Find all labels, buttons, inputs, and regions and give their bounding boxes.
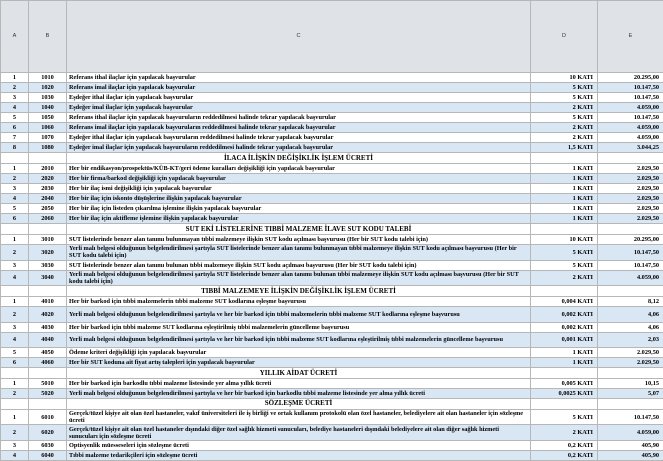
table-row — [1, 164, 663, 174]
table-row — [1, 113, 663, 123]
amount-cell[interactable]: 4,06 — [598, 307, 663, 323]
multiplier-cell[interactable]: 1 KATI — [531, 174, 598, 184]
table-row — [1, 358, 663, 368]
multiplier-cell[interactable]: 1,5 KATI — [531, 143, 598, 153]
fee-code-cell[interactable]: 3020 — [29, 245, 67, 261]
table-row — [1, 389, 663, 399]
description-cell[interactable]: Tıbbi malzeme tedarikçileri için sözleşme ücreti — [67, 451, 531, 461]
description-cell[interactable]: Eşdeğer imal ilaçlar için yapılacak başvuruların reddedilmesi halinde tekrar yapılacak başvurular — [67, 143, 531, 153]
table-row — [1, 245, 663, 261]
description-cell[interactable]: Her bir ilaç ismi değişikliği için yapılacak başvurular — [67, 184, 531, 194]
table-row — [1, 409, 663, 425]
cell-b[interactable] — [29, 399, 67, 410]
row-number-cell[interactable]: 8 — [1, 143, 29, 153]
section-title[interactable]: YILLIK AİDAT ÜCRETİ — [67, 368, 531, 379]
row-number-cell[interactable]: 3 — [1, 322, 29, 332]
amount-cell[interactable]: 2,03 — [598, 332, 663, 348]
row-number-cell[interactable]: 2 — [1, 245, 29, 261]
multiplier-cell[interactable]: 1 KATI — [531, 194, 598, 204]
row-number-cell[interactable]: 2 — [1, 174, 29, 184]
fee-code-cell[interactable]: 4040 — [29, 332, 67, 348]
amount-cell[interactable]: 4.059,00 — [598, 133, 663, 143]
table-row — [1, 214, 663, 224]
table-row — [1, 332, 663, 348]
amount-cell[interactable]: 4.059,00 — [598, 123, 663, 133]
row-number-cell[interactable]: 4 — [1, 103, 29, 113]
column-header-c[interactable]: C — [67, 1, 531, 73]
cell-e[interactable] — [598, 153, 663, 164]
table-row — [1, 297, 663, 307]
fee-code-cell[interactable]: 3040 — [29, 270, 67, 286]
fee-code-cell[interactable]: 3030 — [29, 260, 67, 270]
multiplier-cell[interactable]: 0,2 KATI — [531, 451, 598, 461]
column-header-b[interactable]: B — [29, 1, 67, 73]
cell-e[interactable] — [598, 368, 663, 379]
row-number-cell[interactable]: 1 — [1, 73, 29, 83]
cell-d[interactable] — [531, 368, 598, 379]
section-header-row — [1, 153, 663, 164]
table-row — [1, 103, 663, 113]
amount-cell[interactable]: 20.295,00 — [598, 235, 663, 245]
amount-cell[interactable]: 10.147,50 — [598, 260, 663, 270]
fee-code-cell[interactable]: 1070 — [29, 133, 67, 143]
cell-e[interactable] — [598, 224, 663, 235]
multiplier-cell[interactable]: 1 KATI — [531, 204, 598, 214]
cell-d[interactable] — [531, 399, 598, 410]
table-row — [1, 379, 663, 389]
row-number-cell[interactable]: 1 — [1, 164, 29, 174]
row-number-cell[interactable]: 1 — [1, 235, 29, 245]
amount-cell[interactable]: 20.295,00 — [598, 73, 663, 83]
multiplier-cell[interactable]: 0,004 KATI — [531, 297, 598, 307]
row-number-cell[interactable]: 2 — [1, 83, 29, 93]
row-number-cell[interactable]: 6 — [1, 358, 29, 368]
table-row — [1, 83, 663, 93]
table-row — [1, 123, 663, 133]
fee-code-cell[interactable]: 4050 — [29, 348, 67, 358]
amount-cell[interactable]: 2.029,50 — [598, 214, 663, 224]
cell-a[interactable] — [1, 399, 29, 410]
amount-cell[interactable]: 8,12 — [598, 297, 663, 307]
amount-cell[interactable]: 10.147,50 — [598, 409, 663, 425]
description-cell[interactable]: Her bir barkod için tıbbi malzeme SUT kodlarına eşleştirilmiş tıbbi malzemelerin güncelleme başvurusu — [67, 322, 531, 332]
multiplier-cell[interactable]: 5 KATI — [531, 83, 598, 93]
row-number-cell[interactable]: 5 — [1, 204, 29, 214]
cell-a[interactable] — [1, 368, 29, 379]
table-row — [1, 270, 663, 286]
amount-cell[interactable]: 5,07 — [598, 389, 663, 399]
multiplier-cell[interactable]: 0,005 KATI — [531, 379, 598, 389]
amount-cell[interactable]: 10.147,50 — [598, 245, 663, 261]
description-cell[interactable]: Yerli malı belgesi olduğunun belgelendirilmesi şartıyla SUT listelerinde benzer alan tanımı bulunan tıbbi malzemeye ilişkin SUT kodu açılması başvurusu (Her bir SUT kodu talebi için) — [67, 270, 531, 286]
fee-code-cell[interactable]: 6010 — [29, 409, 67, 425]
description-cell[interactable]: Her bir barkod için barkodlu tıbbi malzeme listesinde yer alma yıllık ücreti — [67, 379, 531, 389]
amount-cell[interactable]: 10.147,50 — [598, 93, 663, 103]
table-row — [1, 73, 663, 83]
row-number-cell[interactable]: 6 — [1, 123, 29, 133]
fee-code-cell[interactable]: 2020 — [29, 174, 67, 184]
amount-cell[interactable]: 3.044,25 — [598, 143, 663, 153]
fee-code-cell[interactable]: 1080 — [29, 143, 67, 153]
amount-cell[interactable]: 2.029,50 — [598, 184, 663, 194]
amount-cell[interactable]: 10.147,50 — [598, 83, 663, 93]
amount-cell[interactable]: 2.029,50 — [598, 174, 663, 184]
amount-cell[interactable]: 405,90 — [598, 451, 663, 461]
fee-code-cell[interactable]: 4010 — [29, 297, 67, 307]
fee-code-cell[interactable]: 1060 — [29, 123, 67, 133]
table-row — [1, 204, 663, 214]
amount-cell[interactable]: 4.059,00 — [598, 270, 663, 286]
description-cell[interactable]: Her bir endikasyon/prospektüs/KÜB-KT/geri ödeme kuralları değişikliği için yapılacak başvurular — [67, 164, 531, 174]
amount-cell[interactable]: 10.147,50 — [598, 113, 663, 123]
multiplier-cell[interactable]: 10 KATI — [531, 73, 598, 83]
cell-d[interactable] — [531, 286, 598, 297]
row-number-cell[interactable]: 3 — [1, 260, 29, 270]
section-header-row — [1, 399, 663, 410]
row-number-cell[interactable]: 6 — [1, 214, 29, 224]
fee-code-cell[interactable]: 4020 — [29, 307, 67, 323]
multiplier-cell[interactable]: 5 KATI — [531, 245, 598, 261]
amount-cell[interactable]: 2.029,50 — [598, 358, 663, 368]
cell-b[interactable] — [29, 286, 67, 297]
description-cell[interactable]: Referans ithal ilaçlar için yapılacak başvurular — [67, 73, 531, 83]
section-title[interactable]: İLACA İLİŞKİN DEĞİŞİKLİK İŞLEM ÜCRETİ — [67, 153, 531, 164]
fee-code-cell[interactable]: 2030 — [29, 184, 67, 194]
multiplier-cell[interactable]: 0,002 KATI — [531, 322, 598, 332]
row-number-cell[interactable]: 1 — [1, 297, 29, 307]
cell-b[interactable] — [29, 224, 67, 235]
multiplier-cell[interactable]: 5 KATI — [531, 93, 598, 103]
fee-code-cell[interactable]: 1030 — [29, 93, 67, 103]
cell-a[interactable] — [1, 286, 29, 297]
multiplier-cell[interactable]: 2 KATI — [531, 103, 598, 113]
description-cell[interactable]: Referans imal ilaçlar için yapılacak başvurular — [67, 83, 531, 93]
column-header-a[interactable]: A — [1, 1, 29, 73]
description-cell[interactable]: Her bir SUT koduna ait fiyat artış talepleri için yapılacak başvurular — [67, 358, 531, 368]
table-row — [1, 322, 663, 332]
row-number-cell[interactable]: 4 — [1, 194, 29, 204]
multiplier-cell[interactable]: 0,2 KATI — [531, 441, 598, 451]
section-header-row — [1, 286, 663, 297]
amount-cell[interactable]: 4.059,00 — [598, 103, 663, 113]
description-cell[interactable]: Optisyenlik müesseseleri için sözleşme ücreti — [67, 441, 531, 451]
row-number-cell[interactable]: 5 — [1, 113, 29, 123]
multiplier-cell[interactable]: 5 KATI — [531, 409, 598, 425]
amount-cell[interactable]: 2.029,50 — [598, 194, 663, 204]
multiplier-cell[interactable]: 5 KATI — [531, 113, 598, 123]
table-row — [1, 425, 663, 441]
description-cell[interactable]: Her bir ilaç için aktifleme işlemine ilişkin yapılacak başvurular — [67, 214, 531, 224]
fee-code-cell[interactable]: 1040 — [29, 103, 67, 113]
column-header-d[interactable]: D — [531, 1, 598, 73]
description-cell[interactable]: SUT listelerinde benzer alan tanımı bulunan tıbbi malzemeye ilişkin SUT kodu açılması başvurusu (Her bir SUT kodu talebi için) — [67, 260, 531, 270]
table-row — [1, 348, 663, 358]
table-row — [1, 307, 663, 323]
fee-code-cell[interactable]: 1050 — [29, 113, 67, 123]
multiplier-cell[interactable]: 2 KATI — [531, 133, 598, 143]
fee-code-cell[interactable]: 4060 — [29, 358, 67, 368]
amount-cell[interactable]: 2.029,50 — [598, 164, 663, 174]
fee-code-cell[interactable]: 2010 — [29, 164, 67, 174]
fee-code-cell[interactable]: 2040 — [29, 194, 67, 204]
row-number-cell[interactable]: 4 — [1, 451, 29, 461]
table-row — [1, 441, 663, 451]
row-number-cell[interactable]: 3 — [1, 184, 29, 194]
fee-code-cell[interactable]: 6020 — [29, 425, 67, 441]
amount-cell[interactable]: 2.029,50 — [598, 204, 663, 214]
cell-a[interactable] — [1, 224, 29, 235]
amount-cell[interactable]: 405,90 — [598, 441, 663, 451]
description-cell[interactable]: Yerli malı belgesi olduğunun belgelendirilmesi şartıyla ve her bir barkod için barkodlu tıbbi malzeme listesinde yer alma yıllık ücreti — [67, 389, 531, 399]
multiplier-cell[interactable]: 1 KATI — [531, 214, 598, 224]
section-header-row — [1, 368, 663, 379]
row-number-cell[interactable]: 1 — [1, 379, 29, 389]
description-cell[interactable]: Yerli malı belgesi olduğunun belgelendirilmesi şartıyla ve her bir barkod için tıbbi malzemelerin tıbbi malzeme SUT kodlarına eşleşme başvurusu — [67, 307, 531, 323]
description-cell[interactable]: Her bir barkod için tıbbi malzemelerin tıbbi malzeme SUT kodlarına eşleşme başvurusu — [67, 297, 531, 307]
description-cell[interactable]: Her bir ilaç için listeden çıkarılma işlemine ilişkin yapılacak başvurular — [67, 204, 531, 214]
multiplier-cell[interactable]: 5 KATI — [531, 260, 598, 270]
fee-code-cell[interactable]: 5020 — [29, 389, 67, 399]
row-number-cell[interactable]: 2 — [1, 307, 29, 323]
description-cell[interactable]: Yerli malı belgesi olduğunun belgelendirilmesi şartıyla SUT listelerinde benzer alan tanımı bulunmayan tıbbi malzemeye ilişkin SUT kodu açılması başvurusu (Her bir SUT kodu talebi için) — [67, 245, 531, 261]
description-cell[interactable]: Eşdeğer ithal ilaçlar için yapılacak başvuruların reddedilmesi halinde tekrar yapılacak başvurular — [67, 133, 531, 143]
multiplier-cell[interactable]: 1 KATI — [531, 164, 598, 174]
fee-code-cell[interactable]: 5010 — [29, 379, 67, 389]
table-row — [1, 133, 663, 143]
description-cell[interactable]: Ödeme kriteri değişikliği için yapılacak başvurular — [67, 348, 531, 358]
fee-code-cell[interactable]: 6040 — [29, 451, 67, 461]
amount-cell[interactable]: 10,15 — [598, 379, 663, 389]
column-header-row — [1, 1, 663, 73]
row-number-cell[interactable]: 7 — [1, 133, 29, 143]
multiplier-cell[interactable]: 1 KATI — [531, 358, 598, 368]
fee-code-cell[interactable]: 1020 — [29, 83, 67, 93]
table-row — [1, 174, 663, 184]
fee-schedule-body — [1, 1, 663, 461]
cell-b[interactable] — [29, 368, 67, 379]
section-title[interactable]: SÖZLEŞME ÜCRETİ — [67, 399, 531, 410]
description-cell[interactable]: Referans ithal ilaçlar için yapılacak başvuruların reddedilmesi halinde tekrar yapılacak başvurular — [67, 113, 531, 123]
amount-cell[interactable]: 4,06 — [598, 322, 663, 332]
description-cell[interactable]: Referans imal ilaçlar için yapılacak başvuruların reddedilmesi halinde tekrar yapılacak başvurular — [67, 123, 531, 133]
multiplier-cell[interactable]: 1 KATI — [531, 348, 598, 358]
cell-e[interactable] — [598, 286, 663, 297]
description-cell[interactable]: Eşdeğer imal ilaçlar için yapılacak başvurular — [67, 103, 531, 113]
fee-code-cell[interactable]: 3010 — [29, 235, 67, 245]
row-number-cell[interactable]: 4 — [1, 332, 29, 348]
multiplier-cell[interactable]: 10 KATI — [531, 235, 598, 245]
table-row — [1, 93, 663, 103]
fee-code-cell[interactable]: 1010 — [29, 73, 67, 83]
description-cell[interactable]: Eşdeğer ithal ilaçlar için yapılacak başvurular — [67, 93, 531, 103]
table-row — [1, 235, 663, 245]
description-cell[interactable]: Her bir firma/barkod değişikliği için yapılacak başvurular — [67, 174, 531, 184]
fee-code-cell[interactable]: 6030 — [29, 441, 67, 451]
row-number-cell[interactable]: 2 — [1, 389, 29, 399]
multiplier-cell[interactable]: 1 KATI — [531, 184, 598, 194]
multiplier-cell[interactable]: 2 KATI — [531, 270, 598, 286]
cell-e[interactable] — [598, 399, 663, 410]
multiplier-cell[interactable]: 2 KATI — [531, 425, 598, 441]
amount-cell[interactable]: 2.029,50 — [598, 348, 663, 358]
description-cell[interactable]: SUT listelerinde benzer alan tanımı bulunmayan tıbbi malzemeye ilişkin SUT kodu açılması başvurusu (Her bir SUT kodu talebi için) — [67, 235, 531, 245]
cell-b[interactable] — [29, 153, 67, 164]
section-title[interactable]: TIBBİ MALZEMEYE İLİŞKİN DEĞİŞİKLİK İŞLEM ÜCRETİ — [67, 286, 531, 297]
row-number-cell[interactable]: 3 — [1, 93, 29, 103]
cell-a[interactable] — [1, 153, 29, 164]
amount-cell[interactable]: 4.059,00 — [598, 425, 663, 441]
section-header-row — [1, 224, 663, 235]
table-row — [1, 184, 663, 194]
multiplier-cell[interactable]: 2 KATI — [531, 123, 598, 133]
row-number-cell[interactable]: 4 — [1, 270, 29, 286]
row-number-cell[interactable]: 1 — [1, 409, 29, 425]
table-row — [1, 194, 663, 204]
description-cell[interactable]: Gerçek/tüzel kişiye ait olan özel hastaneler, vakıf üniversiteleri ile iş birliği ve ortak kullanım protokolü olan özel hastaneler, belediyelere ait olan hastaneler için sözleşme ücreti — [67, 409, 531, 425]
row-number-cell[interactable]: 3 — [1, 441, 29, 451]
multiplier-cell[interactable]: 0,0025 KATI — [531, 389, 598, 399]
description-cell[interactable]: Her bir ilaç için iskonto düşüşlerine ilişkin yapılacak başvurular — [67, 194, 531, 204]
cell-d[interactable] — [531, 224, 598, 235]
fee-code-cell[interactable]: 4030 — [29, 322, 67, 332]
description-cell[interactable]: Gerçek/tüzel kişiye ait olan özel hastaneler dışındaki diğer özel sağlık hizmeti sunucuları, belediye hastaneleri dışındaki belediyelere ait olan diğer sağlık hizmeti sunucuları için sözleşme ücreti — [67, 425, 531, 441]
multiplier-cell[interactable]: 0,001 KATI — [531, 332, 598, 348]
table-row — [1, 143, 663, 153]
row-number-cell[interactable]: 5 — [1, 348, 29, 358]
section-title[interactable]: SUT EKİ LİSTELERİNE TIBBİ MALZEME İLAVE SUT KODU TALEBİ — [67, 224, 531, 235]
multiplier-cell[interactable]: 0,002 KATI — [531, 307, 598, 323]
table-row — [1, 451, 663, 461]
fee-code-cell[interactable]: 2050 — [29, 204, 67, 214]
table-row — [1, 260, 663, 270]
column-header-e[interactable]: E — [598, 1, 663, 73]
description-cell[interactable]: Yerli malı belgesi olduğunun belgelendirilmesi şartıyla ve her bir barkod için tıbbi malzeme SUT kodlarına eşleştirilmiş tıbbi malzemelerin güncelleme başvurusu — [67, 332, 531, 348]
row-number-cell[interactable]: 2 — [1, 425, 29, 441]
fee-code-cell[interactable]: 2060 — [29, 214, 67, 224]
cell-d[interactable] — [531, 153, 598, 164]
